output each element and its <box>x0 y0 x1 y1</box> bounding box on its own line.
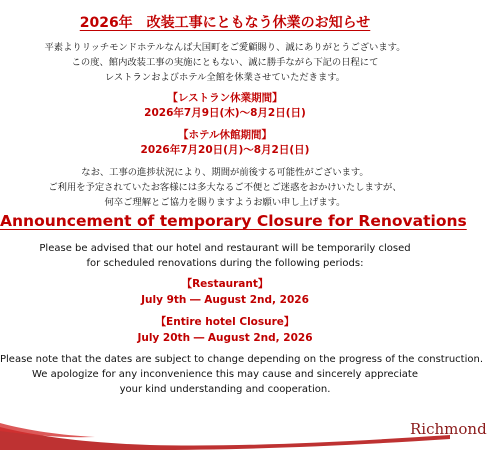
en-restaurant-heading: 【Restaurant】 <box>181 278 269 290</box>
en-hotel-dates: July 20th ― August 2nd, 2026 <box>137 332 313 344</box>
en-note-line-1: Please note that the dates are subject to change depending on the progress of the construction. <box>0 354 483 365</box>
en-restaurant-dates: July 9th ― August 2nd, 2026 <box>141 294 309 306</box>
jp-intro-line-1: 平素よりリッチモンドホテルなんば大国町をご愛顧賜り、誠にありがとうございます。 <box>44 42 406 53</box>
en-note-line-2: We apologize for any inconvenience this may cause and sincerely appreciate <box>31 369 419 380</box>
en-hotel-heading: 【Entire hotel Closure】 <box>155 316 295 328</box>
jp-intro-line-2: この度、館内改装工事の実施にともない、誠に勝手ながら下記の日程にて <box>71 57 379 68</box>
jp-note-line-3: 何卒ご理解とご協力を賜りますようお願い申し上げます。 <box>104 197 346 208</box>
en-intro-line-2: for scheduled renovations during the following periods: <box>86 258 364 269</box>
footer-swoosh <box>0 405 450 450</box>
jp-restaurant-dates: 2026年7月9日(木)〜8月2日(日) <box>144 107 306 119</box>
jp-hotel-heading: 【ホテル休館期間】 <box>178 129 272 141</box>
jp-title <box>0 12 450 32</box>
en-title: Announcement of temporary Closure for Renovations <box>0 212 467 230</box>
jp-hotel-dates: 2026年7月20日(月)〜8月2日(日) <box>140 144 310 156</box>
jp-restaurant-heading: 【レストラン休業期間】 <box>167 92 283 104</box>
en-note-line-3: your kind understanding and cooperation. <box>119 384 331 395</box>
richmond-logo: Richmond <box>410 420 487 438</box>
jp-note-line-2: ご利用を予定されていたお客様には多大なるご不便とご迷惑をおかけいたしますが、 <box>48 182 402 193</box>
jp-note-line-1: なお、工事の進捗状況により、期間が前後する可能性がございます。 <box>81 167 369 178</box>
jp-intro-line-3: レストランおよびホテル全館を休業させていただきます。 <box>104 72 346 83</box>
en-intro-line-1: Please be advised that our hotel and restaurant will be temporarily closed <box>39 243 411 254</box>
jp-title-text: 2026年 改装工事にともなう休業のお知らせ <box>79 15 371 31</box>
